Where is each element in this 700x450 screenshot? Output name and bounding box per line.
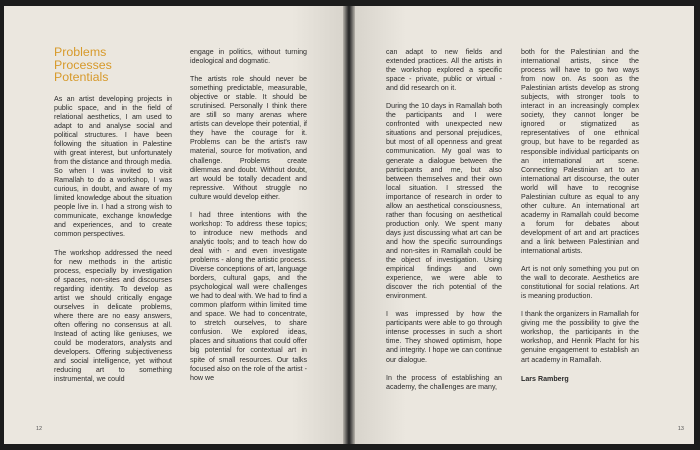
- right-page: [355, 6, 694, 444]
- paragraph: engage in politics, without turning ideological and dogmatic.: [190, 48, 307, 66]
- article-heading: [54, 46, 172, 84]
- left-column-2: [190, 48, 307, 391]
- paragraph: I was impressed by how the participants were able to go through intense processes in such a short time. They showed optimism, hope and integrity. I hope we can continue our dialogue.: [386, 310, 502, 364]
- paragraph: The artists role should never be something predictable, measurable, objective or stable. It should be scrutinised. Personally I think there are still so many arenas where artists can develope their potential, if they have the courage for it. Problems can be the artist's raw material, source for motivation, and challenge. Problems create dilemmas and doubt. Without doubt, art would be totally decadent and repressive. Without struggle no culture would develop either.: [190, 75, 307, 201]
- paragraph: In the process of establishing an academy, the challenges are many,: [386, 373, 502, 391]
- paragraph: As an artist developing projects in public space, and in the field of relational aesthetics, I am used to adapt to and analyse social and political structures. I have been following the situation in Palestine with great interest, but unfortunately from the distance and through media. So when I was invited to visit Ramallah to do a workshop, I was curious, in doubt, and aware of my limited knowledge about the situation people live in. I had a strong wish to communicate, exchange knowledge and experiences, and to create common perspectives.: [54, 94, 172, 239]
- author-name: Lars Ramberg: [521, 374, 569, 383]
- paragraph: I had three intentions with the workshop: To address these topics; to introduce new methods and analytic tools; and to teach how do deal with - and even investigate problems - along the artistic process. Diverse conceptions of art, language borders, cultural gaps, and the psychological wall were challenges we had to deal with. We had to find a common platform within limited time and space. We had to concentrate, to stretch ourselves, to share confusion. We explored ideas, places and situations that could offer big potential for contextual art in spite of small resources. Our talks focused also on the role of the artist - how we: [190, 210, 307, 382]
- page-number-right: 13: [677, 426, 684, 432]
- right-column-2: [521, 48, 639, 384]
- paragraph: both for the Palestinian and the international artists, since the process will have to go two ways from now on. As soon as the Palestinian artists develop as strong subjects, with stronger tools to interact in an increasingly complex society, they cannot longer be ignored or stigmatized as representatives of one ethnical group, but have to be regarded as responsible individual participants on an international art scene. Connecting Palestinian art to an international art discourse, the outer world will have to recognise Palestinian culture as equal to any other culture. An international art academy in Ramallah could become a forum for debates about development of art and art practices and a link between Palestinian and international artists.: [521, 48, 639, 256]
- paragraph: Art is not only something you put on the wall to decorate. Aesthetics are constitutional for social relations. Art is meaning production.: [521, 265, 639, 301]
- left-page: [4, 6, 343, 444]
- paragraph: The workshop addressed the need for new methods in the artistic process, especially by investigation of spaces, non-sites and discourses regarding identity. To develop as artist we should critically engage ourselves in delicate problems, where there are no easy answers, often offering no consensus at all. Instead of acting like geniuses, we could be moderators, analysts and developers. Offering subjectiveness and social intelligence, yet without reducing art to something instrumental, we could: [54, 248, 172, 384]
- heading-line-3: Potentials: [54, 70, 109, 85]
- left-column-1: [54, 46, 172, 392]
- page-number-left: 12: [36, 426, 43, 432]
- heading-line-2: Processes: [54, 57, 112, 72]
- right-column-1: [386, 48, 502, 400]
- paragraph: can adapt to new fields and extended practices. All the artists in the workshop explored a specific space - private, public or virtual - and did research on it.: [386, 48, 502, 93]
- heading-line-1: Problems: [54, 45, 107, 59]
- paragraph: I thank the organizers in Ramallah for giving me the possibility to give the workshop, the participants in the workshop, and Henrik Placht for his genuine engagement to establish an art academy in Ramallah.: [521, 310, 639, 364]
- paragraph: During the 10 days in Ramallah both the participants and I were confronted with unexpected new situations and personal prejudices, but most of all openness and great communication. My goal was to generate a dialogue between the participants and me, but also between themselves and their own local situation. I stressed the importance of research in order to allow an aesthetical consciousness, rather than focusing on aesthetical production only. We spent many days just discussing what art can be and how the specific surroundings and non-sites in Ramallah could be the object of investigation. Using empirical findings and own experience, we were able to discover the rich potential of the environment.: [386, 102, 502, 301]
- book-gutter: [343, 6, 355, 444]
